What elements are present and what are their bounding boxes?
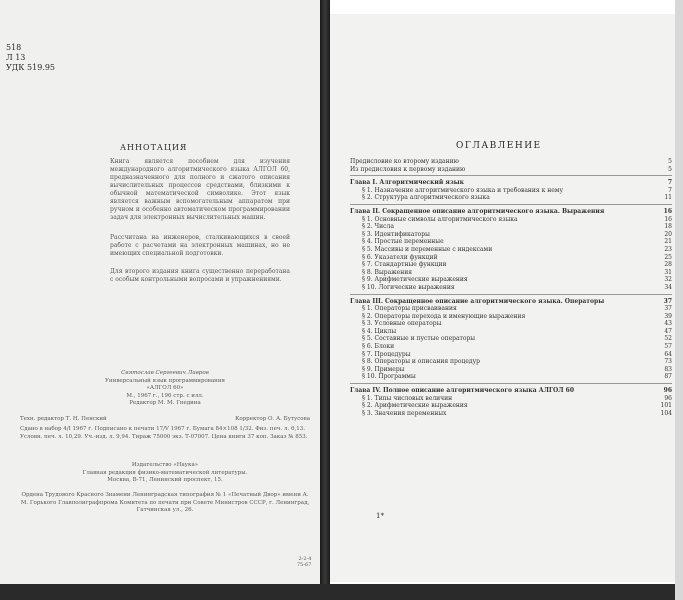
toc-page: 47: [664, 327, 672, 335]
toc-row: [350, 246, 672, 254]
toc-entry: § 6. Указатели функций: [362, 253, 438, 261]
toc-entry: § 8. Выражения: [362, 268, 412, 276]
toc-entry: § 10. Логические выражения: [362, 283, 455, 291]
imprint-corrector: Корректор О. А. Бутусова: [235, 416, 310, 422]
imprint-title: Универсальный язык программирования: [105, 377, 225, 384]
toc-divider: [350, 204, 672, 205]
toc-entry: § 1. Основные символы алгоритмического языка: [362, 215, 518, 223]
toc-page: 37: [663, 297, 672, 305]
toc-row: [350, 305, 672, 313]
toc-page: 73: [664, 358, 672, 366]
toc-chapter: [350, 298, 672, 306]
toc-entry: § 3. Идентификаторы: [362, 230, 430, 238]
toc-entry: § 9. Примеры: [362, 365, 405, 373]
toc-page: 64: [664, 350, 672, 358]
toc-entry: § 8. Операторы и описания процедур: [362, 358, 480, 366]
toc-entry: § 1. Типы числовых величин: [362, 394, 453, 402]
toc-row: [350, 410, 672, 418]
toc-page: 18: [664, 223, 672, 231]
toc-page: 87: [664, 373, 672, 381]
toc-entry: Предисловие ко второму изданию: [350, 158, 459, 165]
chapter-title: Глава III. Сокращенное описание алгоритмического языка. Операторы: [350, 297, 605, 305]
toc-chapter: [350, 387, 672, 395]
toc-page: 28: [664, 261, 672, 269]
toc-entry: § 5. Массивы и переменные с индексами: [362, 245, 493, 253]
toc-entry: § 2. Арифметические выражения: [362, 402, 468, 410]
toc-entry: § 4. Циклы: [362, 327, 397, 335]
annotation-title: АННОТАЦИЯ: [120, 143, 188, 152]
imprint-author: Святослав Сергеевич Лавров: [121, 370, 209, 376]
toc-page: 52: [664, 335, 672, 343]
toc-divider: [350, 294, 672, 295]
toc-entry: § 7. Стандартные функции: [362, 261, 447, 269]
publisher-address: Москва, В-71, Ленинский проспект, 15.: [107, 477, 223, 483]
toc-page: 7: [668, 186, 672, 194]
toc-row: [350, 313, 672, 321]
toc-row: [350, 343, 672, 351]
imprint-edition: М., 1967 г., 196 стр. с илл.: [126, 392, 204, 399]
toc-row: [350, 366, 672, 374]
toc-page: 31: [664, 268, 672, 276]
toc-row: [350, 328, 672, 336]
toc-entry: Из предисловия к первому изданию: [350, 165, 466, 173]
imprint-editor: Редактор М. М. Гнедина: [129, 400, 201, 406]
toc-entry: § 3. Условные операторы: [362, 320, 442, 328]
imprint-print-data: Сдано в набор 4/I 1967 г. Подписано к печати 17/V 1967 г. Бумага 84×108 1/32. Физ. печ. л. 6,13. Условн. печ. л. 10,29. Уч.-изд. л. 9,94. Тираж 75000 экз. Т-07007. Цена книги 37 коп. Заказ № 853.: [20, 426, 308, 440]
chapter-title: Глава IV. Полное описание алгоритмического языка АЛГОЛ 60: [350, 387, 575, 395]
toc-page: 16: [664, 215, 672, 223]
printer-line: Ордена Трудового Красного Знамени Ленинградская типография № 1 «Печатный Двор» имени А. М. Горького Главполиграфпрома Комитета по печати при Совете Министров СССР, г. Ленинград, Гатчинская ул., 26.: [20, 492, 310, 513]
toc-page: 104: [660, 409, 672, 417]
toc-row: [350, 373, 672, 381]
publisher-division: Главная редакция физико-математической литературы.: [82, 469, 248, 476]
toc-page: 21: [664, 238, 672, 246]
toc-row: [350, 238, 672, 246]
toc-entry: § 3. Значения переменных: [362, 409, 447, 417]
toc-row: [350, 166, 672, 174]
toc-page: 11: [664, 194, 672, 202]
toc-row: [350, 194, 672, 202]
toc-entry: § 2. Числа: [362, 223, 394, 231]
annotation-paragraph: Книга является пособием для изучения международного алгоритмического языка АЛГОЛ 60, предназначенного для полного и сжатого описания вычислительных процессов средствами, близкими к обычной математической символике. Этот язык является важным вспомогательным аппаратом при ручном и особенно автоматическом программировании задач для электронных вычислительных машин.: [110, 158, 290, 221]
toc-row: [350, 223, 672, 231]
toc-entry: § 9. Арифметические выражения: [362, 276, 468, 284]
toc-page: 83: [664, 365, 672, 373]
toc-page: 5: [668, 158, 672, 165]
toc-row: [350, 216, 672, 224]
chapter-title: Глава II. Сокращенное описание алгоритмического языка. Выражения: [350, 207, 605, 215]
toc-page: 32: [664, 276, 672, 284]
toc-page: 16: [663, 207, 672, 215]
publisher-name: Издательство «Наука»: [131, 462, 199, 468]
margin-codes: [297, 556, 311, 568]
toc-entry: § 2. Структура алгоритмического языка: [362, 194, 490, 202]
catalog-line: Л 13: [6, 53, 26, 62]
margin-code: 2-2-4: [298, 556, 312, 562]
toc-page: 57: [664, 343, 672, 351]
toc-page: 7: [667, 179, 672, 187]
bottom-edge: [0, 584, 683, 600]
toc-page: 25: [664, 253, 672, 261]
toc-row: [350, 276, 672, 284]
toc-row: [350, 269, 672, 277]
catalog-line: УДК 519.95: [6, 63, 56, 72]
signature-mark: 1*: [376, 512, 384, 520]
imprint-block: [20, 370, 310, 408]
toc-entry: § 5. Составные и пустые операторы: [362, 335, 476, 343]
table-of-contents: [350, 158, 672, 417]
toc-page: 34: [664, 283, 672, 291]
chapter-title: Глава I. Алгоритмический язык: [350, 179, 465, 187]
imprint-title: «АЛГОЛ 60»: [146, 385, 184, 391]
toc-page: 96: [663, 387, 672, 395]
toc-divider: [350, 383, 672, 384]
imprint-tech-editor: Техн. редактор Т. Н. Пенский: [20, 416, 107, 422]
toc-row: [350, 351, 672, 359]
toc-row: [350, 358, 672, 366]
toc-entry: § 2. Операторы перехода и именующие выражения: [362, 312, 526, 320]
toc-page: 43: [664, 320, 672, 328]
toc-page: 5: [668, 165, 672, 173]
toc-entry: § 4. Простые переменные: [362, 238, 444, 246]
annotation-paragraph: Рассчитана на инженеров, сталкивающихся в своей работе с расчетами на электронных машинах, но не имеющих специальной подготовки.: [110, 234, 290, 257]
toc-page: 20: [664, 230, 672, 238]
book-spine: [320, 0, 330, 600]
annotation-paragraph: Для второго издания книга существенно переработана с особым контрольными вопросами и упражнениями.: [110, 268, 290, 283]
toc-page: 39: [664, 312, 672, 320]
margin-code: 75-67: [297, 562, 312, 568]
toc-page: 23: [664, 245, 672, 253]
toc-row: [350, 187, 672, 195]
publisher-block: [20, 462, 310, 485]
toc-entry: § 6. Блоки: [362, 343, 395, 351]
imprint-staff: [20, 416, 310, 424]
toc-page: 37: [664, 305, 672, 313]
toc-page: 96: [664, 394, 672, 402]
toc-row: [350, 261, 672, 269]
toc-row: [350, 158, 672, 166]
toc-row: [350, 395, 672, 403]
toc-entry: § 1. Назначение алгоритмического языка и требования к нему: [362, 186, 564, 194]
toc-chapter: [350, 179, 672, 187]
toc-title: ОГЛАВЛЕНИЕ: [456, 141, 542, 151]
toc-chapter: [350, 208, 672, 216]
toc-row: [350, 402, 672, 410]
catalog-codes: [6, 43, 55, 73]
toc-row: [350, 254, 672, 262]
toc-row: [350, 335, 672, 343]
toc-entry: § 1. Операторы присваивания: [362, 305, 457, 313]
toc-entry: § 7. Процедуры: [362, 350, 411, 358]
toc-page: 101: [660, 402, 672, 410]
toc-divider: [350, 175, 672, 176]
toc-row: [350, 231, 672, 239]
toc-entry: § 10. Программы: [362, 373, 416, 381]
catalog-line: 518: [6, 43, 22, 52]
toc-row: [350, 320, 672, 328]
right-edge: [675, 0, 683, 600]
toc-row: [350, 284, 672, 292]
